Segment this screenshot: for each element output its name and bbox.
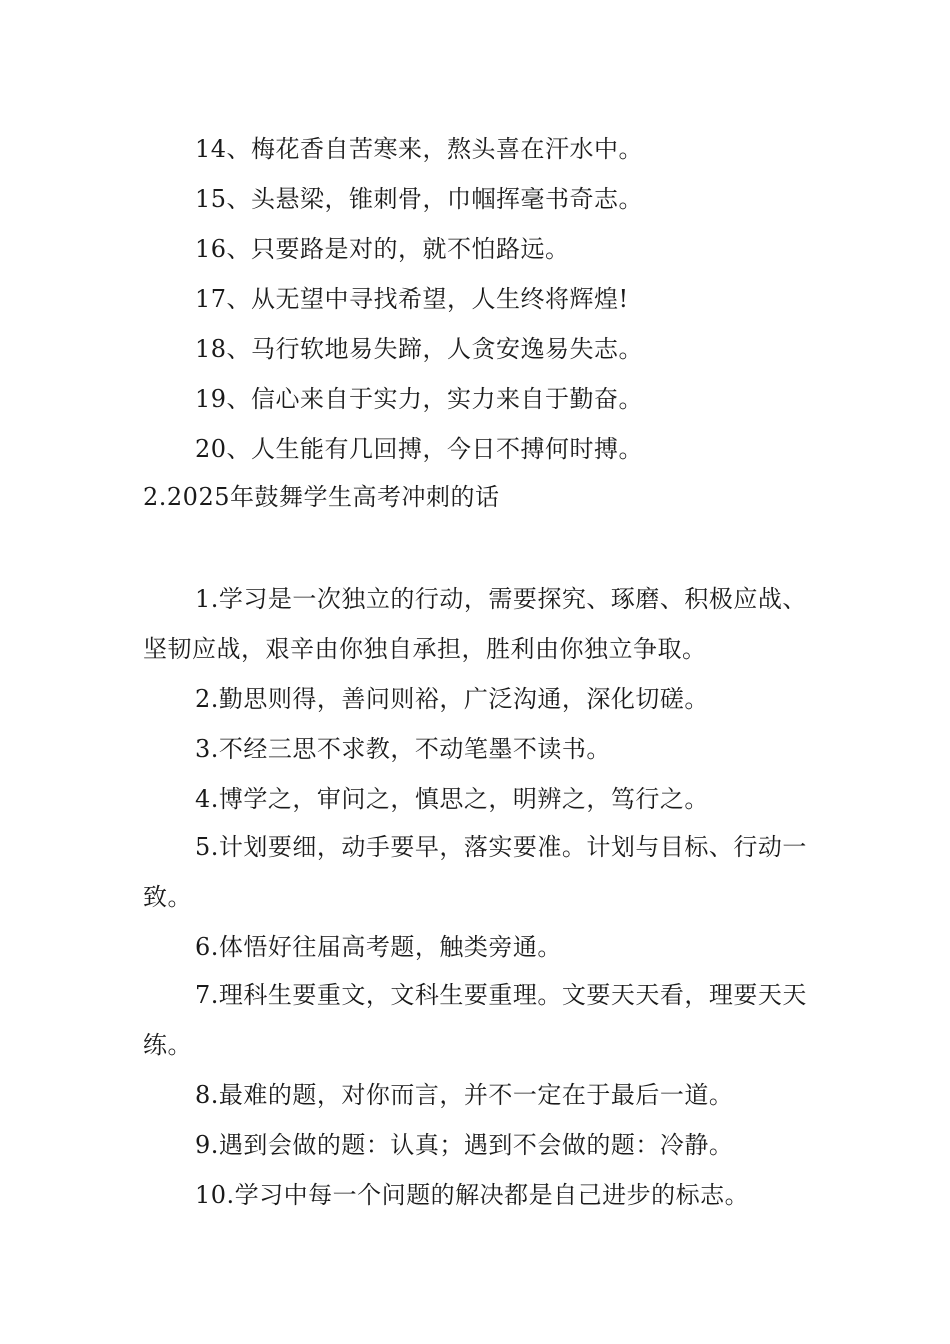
tip-item-8: 8.最难的题，对你而言，并不一定在于最后一道。 [195, 1081, 734, 1109]
quote-item-17: 17、从无望中寻找希望，人生终将辉煌! [195, 285, 629, 313]
tip-item-3: 3.不经三思不求教，不动笔墨不读书。 [195, 735, 611, 763]
tip-item-10: 10.学习中每一个问题的解决都是自己进步的标志。 [195, 1181, 750, 1209]
tip-item-1: 1.学习是一次独立的行动，需要探究、琢磨、积极应战、坚韧应战，艰辛由你独自承担，胜利由你独立争取。 [143, 585, 807, 663]
tip-item-2: 2.勤思则得，善问则裕，广泛沟通，深化切磋。 [195, 685, 709, 713]
tip-item-5: 5.计划要细，动手要早，落实要准。计划与目标、行动一致。 [143, 833, 807, 911]
quote-item-20: 20、人生能有几回搏，今日不搏何时搏。 [195, 435, 644, 463]
tip-item-4: 4.博学之，审问之，慎思之，明辨之，笃行之。 [195, 785, 709, 813]
quote-item-18: 18、马行软地易失蹄，人贪安逸易失志。 [195, 335, 644, 363]
quote-item-19: 19、信心来自于实力，实力来自于勤奋。 [195, 385, 644, 413]
section-title: 2.2025年鼓舞学生高考冲刺的话 [143, 483, 500, 511]
quote-item-16: 16、只要路是对的，就不怕路远。 [195, 235, 570, 263]
tip-item-7: 7.理科生要重文，文科生要重理。文要天天看，理要天天练。 [143, 981, 807, 1059]
quote-item-14: 14、梅花香自苦寒来，熬头喜在汗水中。 [195, 135, 644, 163]
tip-item-6: 6.体悟好往届高考题，触类旁通。 [195, 933, 562, 961]
tip-item-9: 9.遇到会做的题：认真；遇到不会做的题：冷静。 [195, 1131, 734, 1159]
quote-item-15: 15、头悬梁，锥刺骨，巾帼挥毫书奇志。 [195, 185, 644, 213]
